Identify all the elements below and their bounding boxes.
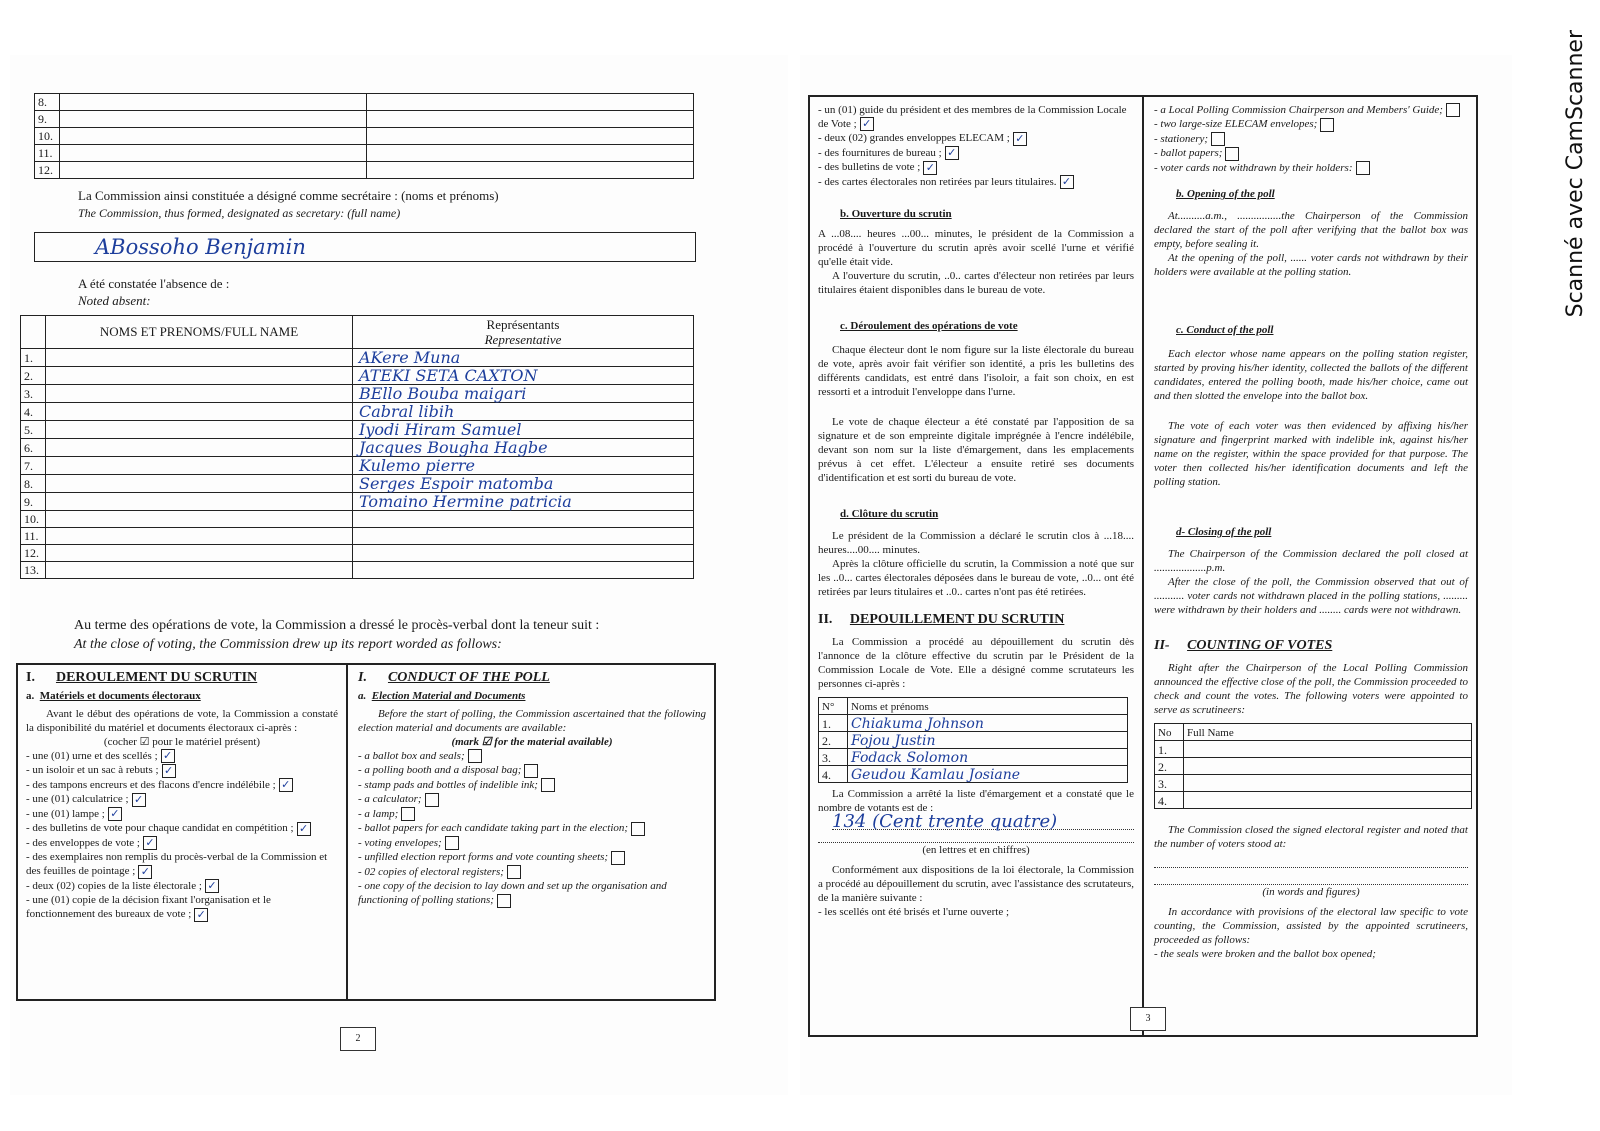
scrutineer-num: 1. [1155, 741, 1184, 758]
material-item-text: - une (01) lampe ; [26, 807, 105, 820]
absent-rep-cell: AKere Muna [353, 349, 694, 367]
absent-table [20, 315, 694, 579]
material-checkbox[interactable]: ✓ [860, 117, 874, 131]
scrutineer-num: 3. [1155, 775, 1184, 792]
member-name-cell [60, 94, 367, 111]
material-item-text: - deux (02) copies de la liste électorale ; [26, 879, 202, 892]
material-checkbox[interactable] [445, 836, 459, 850]
scrutineer-num: 3. [819, 749, 848, 766]
material-checkbox[interactable]: ✓ [205, 879, 219, 893]
absent-row [21, 562, 694, 579]
conduct-fr-column [18, 665, 348, 999]
material-item-text: - des bulletins de vote ; [818, 161, 921, 174]
member-row-num: 12. [35, 162, 60, 179]
right-en-column [1146, 97, 1476, 1035]
material-item-text: - un (01) guide du président et des membres de la Commission Locale de Vote ; [818, 104, 1127, 130]
absent-name-header: NOMS ET PRENOMS/FULL NAME [46, 316, 353, 349]
en-counting-text: Right after the Chairperson of the Local Polling Commission announced the effective close of the poll, the Commission proceeded to check and count the votes. The following voters were appointed to serve as scrutineers: [1154, 662, 1468, 717]
member-row [35, 94, 694, 111]
en-sub-title: Election Material and Documents [371, 690, 526, 702]
material-item-text: - one copy of the decision to lay down and set up the organisation and functioning of polling stations; [358, 880, 667, 907]
material-checkbox[interactable] [1446, 103, 1460, 117]
scrutineer-row [1155, 758, 1472, 775]
material-checkbox[interactable]: ✓ [161, 749, 175, 763]
en-intro: Before the start of polling, the Commission ascertained that the following election material and documents are available: [358, 708, 706, 734]
material-item-text: - a lamp; [358, 807, 399, 820]
en-scrutineer-table [1154, 723, 1472, 809]
member-row-num: 11. [35, 145, 60, 162]
fr-conduct-text2: Le vote de chaque électeur a été constaté par l'apposition de sa signature et de son empreinte digitale imprégnée à l'encre indélébile, devant son nom sur la liste d'émargement, dans les emplacements prévus à cet effet. L'électeur a ensuite retiré ses documents d'identification et est sorti du bureau de vote. [818, 416, 1134, 485]
scrutineer-name: Chiakuma Johnson [848, 715, 1128, 732]
absent-name-cell [46, 528, 353, 545]
material-item [26, 850, 338, 878]
material-item [26, 836, 338, 850]
absent-name-cell [46, 385, 353, 403]
material-item [1154, 132, 1468, 146]
scrutineer-row [1155, 775, 1472, 792]
en-closing-text1: The Chairperson of the Commission declared the poll closed at ...................p.m. [1154, 548, 1468, 575]
en-mark-note: (mark ☑ for the material available) [451, 736, 613, 748]
en-conduct-title: c. Conduct of the poll [1176, 324, 1274, 337]
en-scrut-h1: No [1155, 724, 1184, 741]
absent-name-cell [46, 475, 353, 493]
fr-closing-text1: Le président de la Commission a déclaré le scrutin clos à ...18.... heures....00.... minutes. [818, 530, 1134, 557]
scrutineer-num: 1. [819, 715, 848, 732]
material-item [358, 749, 706, 763]
scrutineer-row [819, 749, 1128, 766]
en-section-num: I. [358, 670, 367, 685]
fr-final-item: - les scellés ont été brisés et l'urne ouverte ; [818, 906, 1010, 919]
absent-name-cell [46, 511, 353, 528]
material-item [818, 103, 1134, 131]
en-count-line1 [1154, 851, 1468, 868]
material-item [358, 763, 706, 777]
right-fr-column [810, 97, 1144, 1035]
absent-row-num: 4. [21, 403, 46, 421]
material-item [358, 821, 706, 835]
scrutineer-num: 4. [1155, 792, 1184, 809]
absent-row [21, 367, 694, 385]
absent-name-cell [46, 457, 353, 475]
absent-row [21, 493, 694, 511]
fr-closing-title: d. Clôture du scrutin [840, 508, 939, 521]
left-page [10, 55, 788, 1095]
absent-row [21, 528, 694, 545]
absent-rep-cell: Kulemo pierre [353, 457, 694, 475]
en-count-line2 [1154, 868, 1468, 885]
material-item [818, 160, 1134, 174]
material-item-text: - ballot papers for each candidate taking part in the election; [358, 822, 629, 835]
report-intro-en: At the close of voting, the Commission drew up its report worded as follows: [74, 637, 502, 652]
material-item [26, 807, 338, 821]
material-item-text: - des tampons encreurs et des flacons d'encre indélébile ; [26, 778, 276, 791]
member-row [35, 128, 694, 145]
material-item-text: - une (01) urne et des scellés ; [26, 750, 158, 762]
material-checkbox[interactable] [631, 822, 645, 836]
material-item-text: - unfilled election report forms and vote counting sheets; [358, 851, 609, 864]
en-counting-title: COUNTING OF VOTES [1187, 638, 1333, 654]
fr-sub-num: a. [26, 690, 35, 702]
absent-rep-cell: Jacques Bougha Hagbe [353, 439, 694, 457]
member-name-cell [60, 111, 367, 128]
fr-sub-title: Matériels et documents électoraux [39, 690, 201, 702]
absent-row-num: 2. [21, 367, 46, 385]
fr-final-text: Conformément aux dispositions de la loi électorale, la Commission a procédé au dépouillement du scrutin, avec l'assistance des scrutateurs, de la manière suivante : [818, 864, 1134, 905]
material-checkbox[interactable] [524, 764, 538, 778]
material-item-text: - une (01) calculatrice ; [26, 793, 129, 806]
absent-row-num: 11. [21, 528, 46, 545]
absent-rep-cell: ATEKI SETA CAXTON [353, 367, 694, 385]
fr-opening-text1: A ...08.... heures ...00... minutes, le président de la Commission a procédé à l'ouverture du scrutin après avoir scellé l'urne et vérifié qu'elle était vide. [818, 228, 1134, 269]
scrutineer-name [1184, 775, 1472, 792]
fr-intro: Avant le début des opérations de vote, la Commission a constaté la disponibilité du matériel et documents électoraux ci-après : [26, 708, 338, 734]
fr-opening-text2: A l'ouverture du scrutin, ..0.. cartes d'électeur non retirées par leurs titulaires étaient disponibles dans le bureau de vote. [818, 270, 1134, 297]
absent-rep-cell: BEllo Bouba maigari [353, 385, 694, 403]
absent-row-num: 1. [21, 349, 46, 367]
absent-row-num: 6. [21, 439, 46, 457]
scrutineer-row [819, 766, 1128, 783]
absent-rep-cell: Serges Espoir matomba [353, 475, 694, 493]
absent-row [21, 511, 694, 528]
material-checkbox[interactable] [468, 749, 482, 763]
material-item [26, 879, 338, 893]
material-item [818, 175, 1134, 189]
material-item [358, 865, 706, 879]
member-rep-cell [367, 111, 694, 128]
material-item [358, 807, 706, 821]
member-row [35, 162, 694, 179]
material-checkbox[interactable]: ✓ [945, 146, 959, 160]
scrutineer-name [1184, 758, 1472, 775]
material-item-text: - a ballot box and seals; [358, 750, 465, 762]
camscanner-watermark: Scanné avec CamScanner [1563, 30, 1588, 318]
absent-name-cell [46, 367, 353, 385]
material-item-text: - voter cards not withdrawn by their holders: [1154, 161, 1353, 174]
absent-row [21, 475, 694, 493]
material-item-text: - des exemplaires non remplis du procès-verbal de la Commission et des feuilles de pointage ; [26, 851, 328, 878]
scrutineer-row [1155, 792, 1472, 809]
fr-scrut-h2: Noms et prénoms [848, 698, 1128, 715]
material-item [1154, 146, 1468, 160]
material-item-text: - un isoloir et un sac à rebuts ; [26, 764, 159, 777]
en-opening-text1: At..........a.m., ................the Chairperson of the Commission declared the start of the poll after verifying that the ballot box was empty, before sealing it. [1154, 210, 1468, 251]
member-rep-cell [367, 128, 694, 145]
fr-section-num: I. [26, 670, 35, 685]
absent-row [21, 421, 694, 439]
material-checkbox[interactable] [541, 778, 555, 792]
material-checkbox[interactable]: ✓ [108, 807, 122, 821]
material-checkbox[interactable]: ✓ [162, 764, 176, 778]
material-item [26, 821, 338, 835]
secretary-label-en: The Commission, thus formed, designated as secretary: (full name) [78, 206, 401, 220]
absent-row [21, 385, 694, 403]
scrutineer-name [1184, 741, 1472, 758]
material-item-text: - des cartes électorales non retirées par leurs titulaires. [818, 175, 1057, 188]
member-name-cell [60, 128, 367, 145]
material-checkbox[interactable] [425, 793, 439, 807]
scrutineer-num: 4. [819, 766, 848, 783]
fr-count-line [818, 830, 1134, 843]
absent-name-cell [46, 545, 353, 562]
member-name-cell [60, 162, 367, 179]
fr-counting-title: DEPOUILLEMENT DU SCRUTIN [849, 612, 1065, 628]
material-item [358, 879, 706, 907]
material-item-text: - 02 copies of electoral registers; [358, 865, 504, 878]
scrutineer-name [1184, 792, 1472, 809]
en-words-note: (in words and figures) [1262, 886, 1360, 899]
material-checkbox[interactable] [507, 865, 521, 879]
material-item [358, 850, 706, 864]
scrutineer-name: Geudou Kamlau Josiane [848, 766, 1128, 783]
member-rep-cell [367, 162, 694, 179]
absent-row-num: 5. [21, 421, 46, 439]
fr-closing-text2: Après la clôture officielle du scrutin, la Commission a noté que sur les ..0... cartes électorales déposées dans le bureau de vote, ..0... ont été retirées par leurs titulaires et ..0.. cartes n'ont pas été retirées. [818, 558, 1134, 599]
members-table [34, 93, 694, 179]
material-checkbox[interactable] [497, 894, 511, 908]
material-checkbox[interactable] [1356, 161, 1370, 175]
absent-rep-cell [353, 545, 694, 562]
en-section-title: CONDUCT OF THE POLL [387, 670, 550, 685]
fr-voter-count: 134 (Cent trente quatre) [832, 815, 1134, 830]
material-item-text: - a calculator; [358, 793, 422, 806]
en-opening-text2: At the opening of the poll, ...... voter cards not withdrawn by their holders were available at the polling station. [1154, 252, 1468, 279]
material-item-text: - ballot papers; [1154, 147, 1223, 160]
absent-name-cell [46, 421, 353, 439]
material-item-text: - des bulletins de vote pour chaque candidat en compétition ; [26, 822, 294, 835]
right-section-box [808, 95, 1478, 1037]
scrutineer-row [819, 715, 1128, 732]
absent-rep-header [353, 316, 694, 349]
material-checkbox[interactable]: ✓ [1060, 175, 1074, 189]
absent-row [21, 349, 694, 367]
fr-words-note: (en lettres et en chiffres) [922, 844, 1030, 857]
material-item [818, 131, 1134, 145]
fr-counting-num: II. [818, 612, 833, 628]
fr-material-list [26, 749, 338, 922]
scrutineer-name: Fojou Justin [848, 732, 1128, 749]
material-item [26, 893, 338, 921]
en-count-text: The Commission closed the signed electoral register and noted that the number of voters stood at: [1154, 824, 1468, 851]
material-item [26, 749, 338, 763]
fr-scrut-h1: N° [819, 698, 848, 715]
fr-mark-note: (cocher ☑ pour le matériel présent) [103, 736, 261, 748]
absent-name-cell [46, 493, 353, 511]
absent-rep-cell [353, 511, 694, 528]
material-item-text: - voting envelopes; [358, 836, 442, 849]
fr-section-title: DEROULEMENT DU SCRUTIN [55, 670, 258, 685]
material-item [358, 792, 706, 806]
material-item-text: - stamp pads and bottles of indelible ink; [358, 778, 538, 791]
member-row-num: 10. [35, 128, 60, 145]
material-item [358, 778, 706, 792]
fr-conduct-text1: Chaque électeur dont le nom figure sur la liste électorale du bureau de vote, après avoir fait vérifier son identité, a pris les bulletins des différents candidats, est entré dans l'isoloir, a fait son choix, en est ressorti et a introduit l'enveloppe dans l'urne. [818, 344, 1134, 399]
absent-row [21, 457, 694, 475]
absent-row-num: 8. [21, 475, 46, 493]
member-row-num: 8. [35, 94, 60, 111]
material-item [26, 763, 338, 777]
absent-rep-cell [353, 528, 694, 545]
report-intro-fr: Au terme des opérations de vote, la Commission a dressé le procès-verbal dont la teneur suit : [74, 618, 600, 633]
en-scrut-h2: Full Name [1184, 724, 1472, 741]
member-rep-cell [367, 94, 694, 111]
material-item-text: - deux (02) grandes enveloppes ELECAM ; [818, 132, 1010, 145]
member-row [35, 145, 694, 162]
fr-conduct-title: c. Déroulement des opérations de vote [840, 320, 1018, 333]
material-checkbox[interactable] [1225, 147, 1239, 161]
absent-row-num: 3. [21, 385, 46, 403]
member-name-cell [60, 145, 367, 162]
scrutineer-row [819, 732, 1128, 749]
material-item-text: - des fournitures de bureau ; [818, 146, 942, 159]
page-number-left: 2 [340, 1027, 376, 1051]
material-item [358, 836, 706, 850]
material-item-text: - a polling booth and a disposal bag; [358, 764, 522, 777]
secretary-label-fr: La Commission ainsi constituée a désigné comme secrétaire : (noms et prénoms) [78, 188, 499, 203]
en-sub-num: a. [358, 690, 367, 702]
material-checkbox[interactable]: ✓ [1013, 132, 1027, 146]
material-checkbox[interactable]: ✓ [923, 161, 937, 175]
right-page [800, 55, 1512, 1095]
en-closing-text2: After the close of the poll, the Commission observed that out of ........... voter cards not withdrawn placed in the polling stations, ......... were withdrawn by their holders and ........ cards were not withdrawn. [1154, 576, 1468, 617]
material-item [1154, 161, 1468, 175]
material-item [26, 792, 338, 806]
material-item-text: - une (01) copie de la décision fixant l'organisation et le fonctionnement des bureaux de vote ; [26, 894, 271, 921]
fr-counting-text: La Commission a procédé au dépouillement du scrutin dès l'annonce de la clôture effective du scrutin par le Président de la Commission Locale de Vote. Elle a désigné comme scrutateurs les personnes ci-après : [818, 636, 1134, 691]
scrutineer-num: 2. [819, 732, 848, 749]
en-conduct-text2: The vote of each voter was then evidenced by affixing his/her signature and fingerprint marked with indelible ink, against his/her name on the register, within the space provided for that purpose. The voter then collected his/her identification documents and left the polling station. [1154, 420, 1468, 489]
absent-row-num: 12. [21, 545, 46, 562]
scrutineer-name: Fodack Solomon [848, 749, 1128, 766]
scrutineer-num: 2. [1155, 758, 1184, 775]
en-top-list [1154, 103, 1468, 175]
member-row [35, 111, 694, 128]
material-item [1154, 117, 1468, 131]
secretary-name: ABossoho Benjamin [95, 235, 306, 259]
material-item-text: - a Local Polling Commission Chairperson and Members' Guide; [1154, 104, 1443, 116]
secretary-field [34, 232, 696, 262]
material-checkbox[interactable]: ✓ [279, 778, 293, 792]
material-item-text: - two large-size ELECAM envelopes; [1154, 118, 1318, 131]
en-final-item: - the seals were broken and the ballot box opened; [1154, 948, 1376, 961]
absent-row-num: 13. [21, 562, 46, 579]
material-item-text: - stationery; [1154, 132, 1209, 145]
conduct-section [16, 663, 716, 1001]
absent-rep-cell: Cabral libih [353, 403, 694, 421]
absent-name-cell [46, 562, 353, 579]
absent-name-cell [46, 349, 353, 367]
page-number-right: 3 [1130, 1007, 1166, 1031]
material-checkbox[interactable]: ✓ [297, 822, 311, 836]
absent-row [21, 545, 694, 562]
absent-row [21, 439, 694, 457]
absent-row-num: 10. [21, 511, 46, 528]
absent-label-fr: A été constatée l'absence de : [78, 276, 230, 291]
absent-num-header [21, 316, 46, 349]
fr-opening-title: b. Ouverture du scrutin [840, 208, 952, 221]
absent-name-cell [46, 403, 353, 421]
en-counting-num: II- [1154, 638, 1170, 654]
material-checkbox[interactable]: ✓ [143, 836, 157, 850]
material-checkbox[interactable]: ✓ [138, 865, 152, 879]
fr-count-text: La Commission a arrêté la liste d'émargement et a constaté que le nombre de votants est de : [818, 788, 1134, 815]
material-item [26, 778, 338, 792]
absent-name-cell [46, 439, 353, 457]
material-checkbox[interactable] [1211, 132, 1225, 146]
en-opening-title: b. Opening of the poll [1176, 188, 1275, 201]
material-checkbox[interactable] [401, 807, 415, 821]
material-item [1154, 103, 1468, 117]
scrutineer-row [1155, 741, 1472, 758]
material-checkbox[interactable]: ✓ [132, 793, 146, 807]
conduct-en-column [350, 665, 714, 999]
absent-rep-cell [353, 562, 694, 579]
en-conduct-text1: Each elector whose name appears on the polling station register, started by proving his/her identity, collected the ballots of the different candidates, entered the polling booth, made his/her choice, came out and then slotted the envelope into the ballot box. [1154, 348, 1468, 403]
material-item-text: - des enveloppes de vote ; [26, 836, 140, 849]
fr-top-list [818, 103, 1134, 189]
absent-row [21, 403, 694, 421]
member-row-num: 9. [35, 111, 60, 128]
en-final-text: In accordance with provisions of the electoral law specific to vote counting, the Commission, assisted by the appointed scrutineers, proceeded as follows: [1154, 906, 1468, 947]
material-checkbox[interactable]: ✓ [194, 908, 208, 922]
rep-header-fr: Représentants [486, 317, 560, 332]
absent-label-en: Noted absent: [78, 293, 151, 308]
absent-rep-cell: Iyodi Hiram Samuel [353, 421, 694, 439]
fr-scrutineer-table [818, 697, 1128, 783]
en-material-list [358, 749, 706, 908]
material-checkbox[interactable] [1320, 118, 1334, 132]
member-rep-cell [367, 145, 694, 162]
material-item [818, 146, 1134, 160]
absent-row-num: 7. [21, 457, 46, 475]
material-checkbox[interactable] [611, 851, 625, 865]
rep-header-en: Representative [484, 332, 562, 347]
absent-row-num: 9. [21, 493, 46, 511]
en-closing-title: d- Closing of the poll [1176, 526, 1272, 539]
absent-rep-cell: Tomaino Hermine patricia [353, 493, 694, 511]
